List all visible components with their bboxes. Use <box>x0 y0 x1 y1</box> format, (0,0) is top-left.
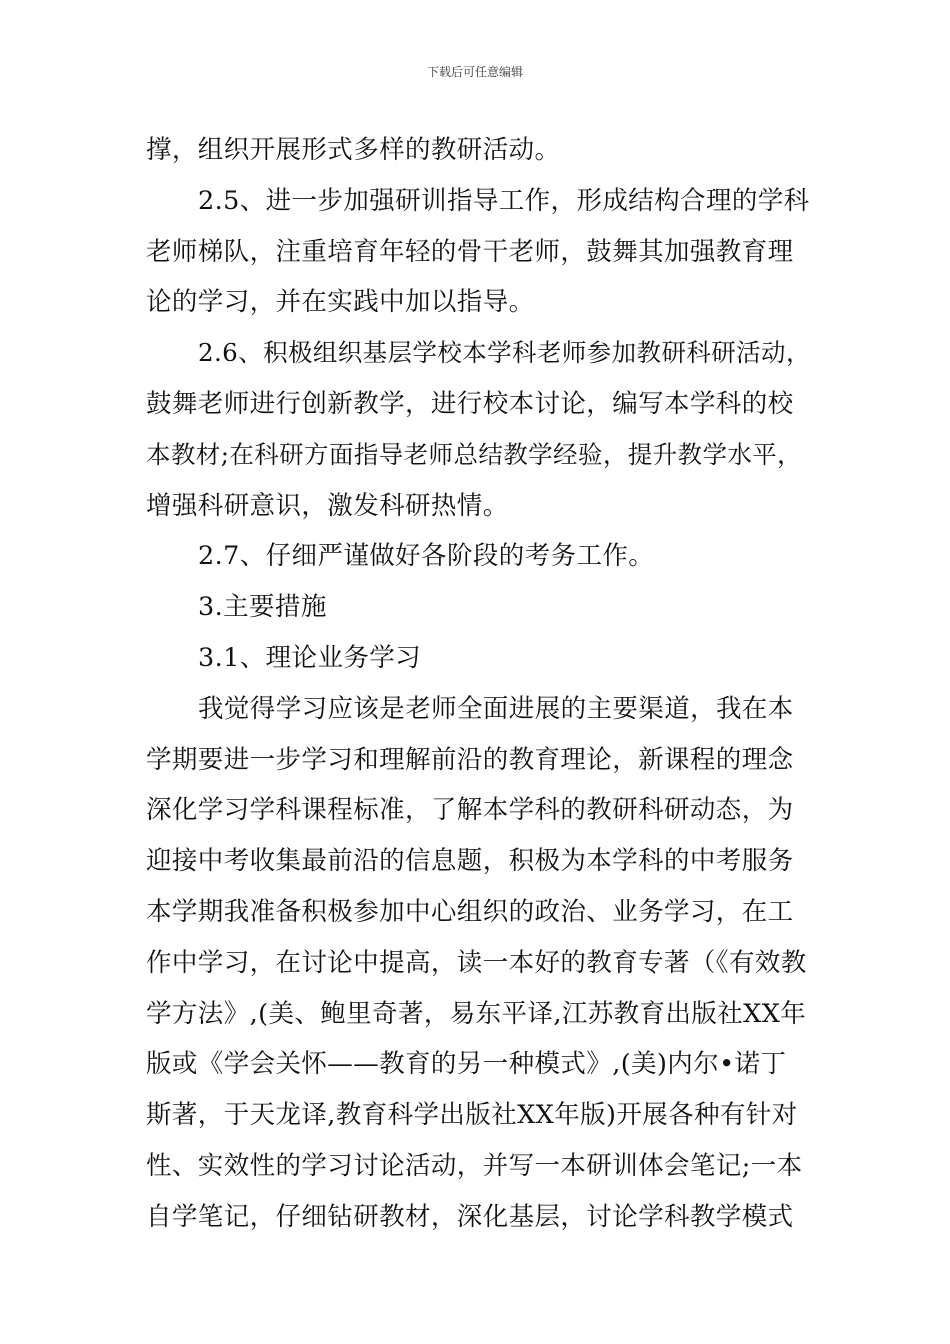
page-header: 下载后可任意编辑 <box>426 65 523 79</box>
text-line: 2.7、仔细严谨做好各阶段的考务工作。 <box>198 541 655 572</box>
text-line: 迎接中考收集最前沿的信息题，积极为本学科的中考服务 <box>146 846 794 877</box>
text-line: 我觉得学习应该是老师全面进展的主要渠道，我在本 <box>198 693 794 724</box>
text-line: 作中学习，在讨论中提高，读一本好的教育专著（《有效教 <box>146 947 807 978</box>
text-line: 深化学习学科课程标准，了解本学科的教研科研动态，为 <box>146 795 794 826</box>
text-line: 增强科研意识，激发科研热情。 <box>146 490 509 521</box>
text-line: 3.主要措施 <box>198 592 327 623</box>
text-line: 2.6、积极组织基层学校本学科老师参加教研科研活动， <box>198 338 811 368</box>
text-line: 性、实效性的学习讨论活动，并写一本研训体会笔记;一本 <box>146 1150 803 1181</box>
text-line: 学期要进一步学习和理解前沿的教育理论，新课程的理念 <box>146 744 794 775</box>
text-line: 学方法》,(美、鲍里奇著，易东平译,江苏教育出版社XX年 <box>146 998 807 1029</box>
document-body <box>146 127 811 1245</box>
text-line: 2.5、进一步加强研训指导工作，形成结构合理的学科 <box>198 185 810 216</box>
text-line: 老师梯队，注重培育年轻的骨干老师，鼓舞其加强教育理 <box>146 236 794 267</box>
text-line: 撑，组织开展形式多样的教研活动。 <box>146 135 561 165</box>
text-line: 自学笔记，仔细钻研教材，深化基层，讨论学科教学模式 <box>146 1201 794 1232</box>
text-line: 版或《学会关怀——教育的另一种模式》,(美)内尔•诺丁 <box>146 1049 787 1080</box>
text-line: 鼓舞老师进行创新教学，进行校本讨论，编写本学科的校 <box>146 388 794 419</box>
text-line: 3.1、理论业务学习 <box>198 642 422 673</box>
text-line: 本教材;在科研方面指导老师总结教学经验，提升教学水平， <box>146 439 803 469</box>
text-line: 斯著，于天龙译,教育科学出版社XX年版)开展各种有针对 <box>146 1100 798 1131</box>
text-line: 论的学习，并在实践中加以指导。 <box>146 287 535 318</box>
text-line: 本学期我准备积极参加中心组织的政治、业务学习，在工 <box>146 896 794 927</box>
